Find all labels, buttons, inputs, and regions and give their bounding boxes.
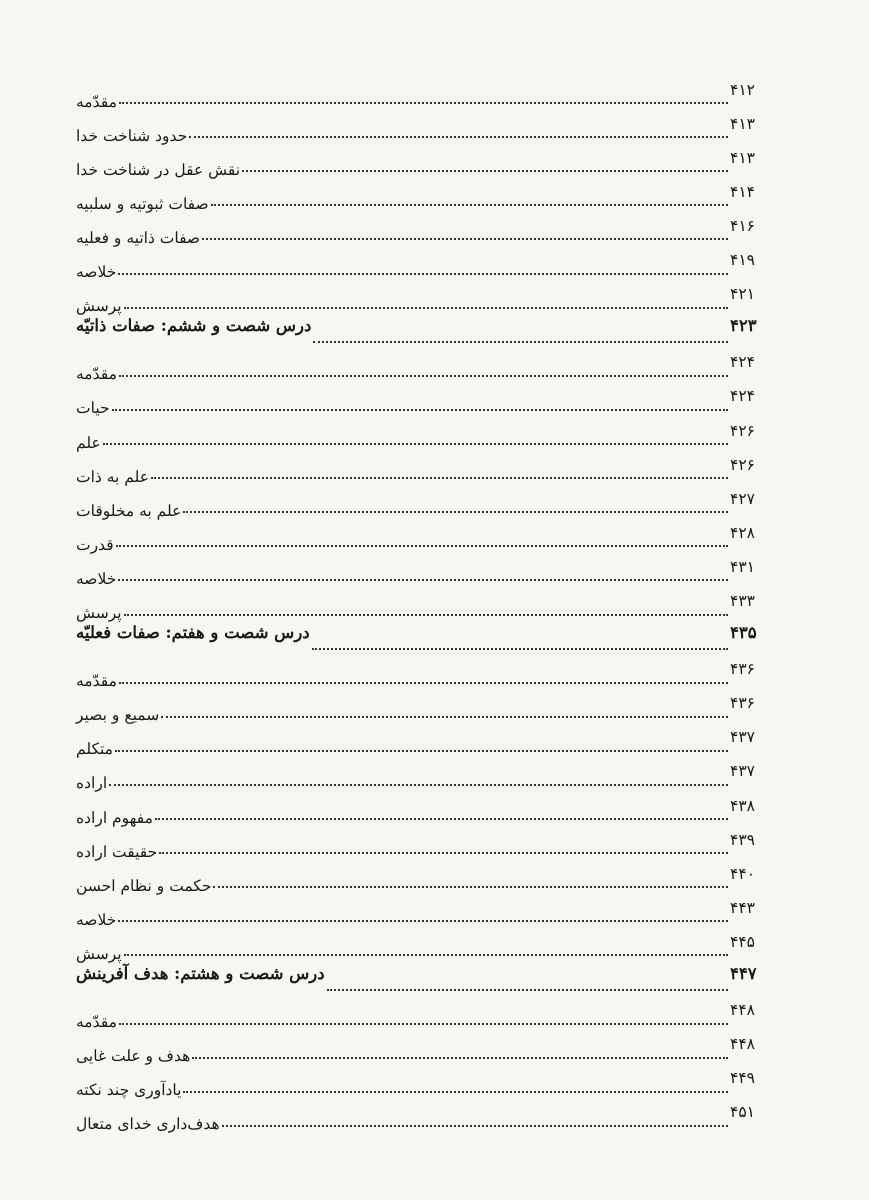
toc-page-number: ۴۲۶ (730, 455, 755, 474)
dot-leader (124, 954, 728, 956)
dot-leader (211, 204, 728, 206)
toc-page-number: ۴۲۶ (730, 421, 755, 440)
dot-leader (115, 750, 728, 752)
toc-entry-title: مفهوم اراده (76, 808, 153, 827)
dot-leader (109, 784, 728, 786)
dot-leader (327, 989, 728, 991)
toc-entry (72, 997, 768, 1031)
dot-leader (183, 511, 728, 513)
dot-leader (222, 1125, 728, 1127)
dot-leader (151, 477, 728, 479)
toc-entry-title: مقدّمه (76, 92, 117, 111)
toc-page-number: ۴۱۳ (730, 114, 755, 133)
dot-leader (183, 1091, 728, 1093)
toc-page-number: ۴۴۸ (730, 1001, 755, 1020)
toc-entry (72, 212, 768, 246)
toc-entry-title: درس شصت و هشتم: هدف آفرینش (76, 964, 325, 984)
toc-page-number: ۴۱۲ (730, 80, 755, 99)
toc-page-number: ۴۲۴ (730, 387, 755, 406)
toc-entry-title: خلاصه (76, 910, 117, 929)
dot-leader (119, 1023, 728, 1025)
toc-lesson-heading (72, 962, 768, 996)
toc-entry (72, 246, 768, 280)
toc-entry (72, 826, 768, 860)
toc-entry-title: قدرت (76, 535, 114, 554)
toc-entry (72, 1065, 768, 1099)
toc-page-number: ۴۳۵ (730, 623, 757, 643)
toc-entry-title: صفات ذاتیه و فعلیه (76, 228, 201, 247)
toc-entry-title: حدود شناخت خدا (76, 126, 188, 145)
toc-entry-title: هدف و علت غایی (76, 1047, 191, 1066)
toc-page-number: ۴۳۷ (730, 762, 755, 781)
dot-leader (103, 443, 728, 445)
toc-entry (72, 485, 768, 519)
dot-leader (119, 682, 728, 684)
toc-entry-title: حقیقت اراده (76, 842, 158, 861)
dot-leader (118, 920, 728, 922)
dot-leader (313, 341, 728, 343)
toc-page-number: ۴۴۷ (730, 964, 757, 984)
toc-entry-title: درس شصت و ششم: صفات ذاتیّه (76, 316, 312, 336)
dot-leader (161, 716, 728, 718)
toc-page-number: ۴۳۸ (730, 796, 755, 815)
dot-leader (124, 614, 728, 616)
toc-page-number: ۴۴۸ (730, 1035, 755, 1054)
toc-entry-title: یادآوری چند نکته (76, 1081, 182, 1100)
toc-entry (72, 76, 768, 110)
toc-page-number: ۴۳۷ (730, 728, 755, 747)
toc-page-number: ۴۳۱ (730, 557, 755, 576)
toc-entry-title: مقدّمه (76, 365, 117, 384)
toc-entry (72, 144, 768, 178)
toc-page-number: ۴۲۷ (730, 489, 755, 508)
dot-leader (189, 136, 728, 138)
toc-entry-title: خلاصه (76, 263, 117, 282)
toc-lesson-heading (72, 315, 768, 349)
dot-leader (119, 375, 728, 377)
toc-entry (72, 281, 768, 315)
toc-page-number: ۴۴۰ (730, 864, 755, 883)
table-of-contents (72, 76, 768, 1133)
toc-entry (72, 349, 768, 383)
toc-entry-title: متکلم (76, 740, 113, 759)
toc-page-number: ۴۴۹ (730, 1069, 755, 1088)
toc-page-number: ۴۳۳ (730, 592, 755, 610)
toc-entry (72, 860, 768, 894)
toc-entry-title: پرسش (76, 604, 122, 622)
toc-entry-title: اراده (76, 774, 108, 793)
toc-entry-title: پرسش (76, 944, 122, 963)
dot-leader (155, 818, 728, 820)
toc-entry (72, 1031, 768, 1065)
toc-entry (72, 656, 768, 690)
toc-entry (72, 519, 768, 553)
dot-leader (119, 102, 728, 104)
dot-leader (312, 648, 728, 650)
toc-entry-title: علم به مخلوقات (76, 501, 182, 520)
dot-leader (202, 238, 728, 240)
toc-entry (72, 178, 768, 212)
dot-leader (124, 307, 728, 309)
dot-leader (112, 409, 728, 411)
toc-page-number: ۴۱۹ (730, 251, 755, 270)
toc-page-number: ۴۲۴ (730, 353, 755, 372)
toc-entry-title: درس شصت و هفتم: صفات فعلیّه (76, 623, 310, 643)
dot-leader (213, 886, 728, 888)
dot-leader (118, 579, 728, 581)
toc-entry-title: علم (76, 433, 101, 452)
toc-page-number: ۴۴۳ (730, 898, 755, 917)
toc-entry (72, 792, 768, 826)
toc-page-number: ۴۳۶ (730, 694, 755, 713)
dot-leader (242, 170, 728, 172)
toc-entry (72, 587, 768, 621)
toc-entry (72, 110, 768, 144)
toc-entry (72, 690, 768, 724)
toc-entry-title: حکمت و نظام احسن (76, 876, 212, 895)
toc-entry-title: علم به ذات (76, 467, 149, 486)
toc-entry (72, 928, 768, 962)
toc-lesson-heading (72, 622, 768, 656)
toc-entry-title: هدف‌داری خدای متعال (76, 1115, 220, 1134)
toc-entry (72, 1099, 768, 1133)
toc-page-number: ۴۴۵ (730, 932, 755, 951)
toc-page-number: ۴۳۶ (730, 660, 755, 679)
toc-entry-title: خلاصه (76, 569, 117, 588)
toc-entry (72, 417, 768, 451)
toc-page-number: ۴۱۶ (730, 216, 755, 235)
dot-leader (118, 273, 728, 275)
toc-page-number: ۴۵۱ (730, 1103, 755, 1122)
toc-entry-title: سمیع و بصیر (76, 706, 160, 725)
toc-entry-title: مقدّمه (76, 1013, 117, 1032)
toc-page-number: ۴۱۳ (730, 148, 755, 167)
toc-entry (72, 724, 768, 758)
toc-page-number: ۴۱۴ (730, 182, 755, 201)
toc-entry-title: صفات ثبوتیه و سلبیه (76, 194, 209, 213)
toc-entry (72, 758, 768, 792)
toc-entry (72, 894, 768, 928)
toc-entry-title: حیات (76, 399, 110, 418)
toc-page-number: ۴۲۸ (730, 523, 755, 542)
toc-entry-title: مقدّمه (76, 672, 117, 691)
toc-entry-title: نقش عقل در شناخت خدا (76, 160, 241, 179)
dot-leader (192, 1057, 728, 1059)
toc-entry (72, 383, 768, 417)
toc-entry (72, 451, 768, 485)
toc-page-number: ۴۳۹ (730, 830, 755, 849)
toc-page-number: ۴۲۳ (730, 316, 757, 336)
dot-leader (159, 852, 728, 854)
dot-leader (116, 545, 728, 547)
toc-page-number: ۴۲۱ (730, 285, 755, 304)
toc-entry (72, 553, 768, 587)
toc-entry-title: پرسش (76, 297, 122, 316)
